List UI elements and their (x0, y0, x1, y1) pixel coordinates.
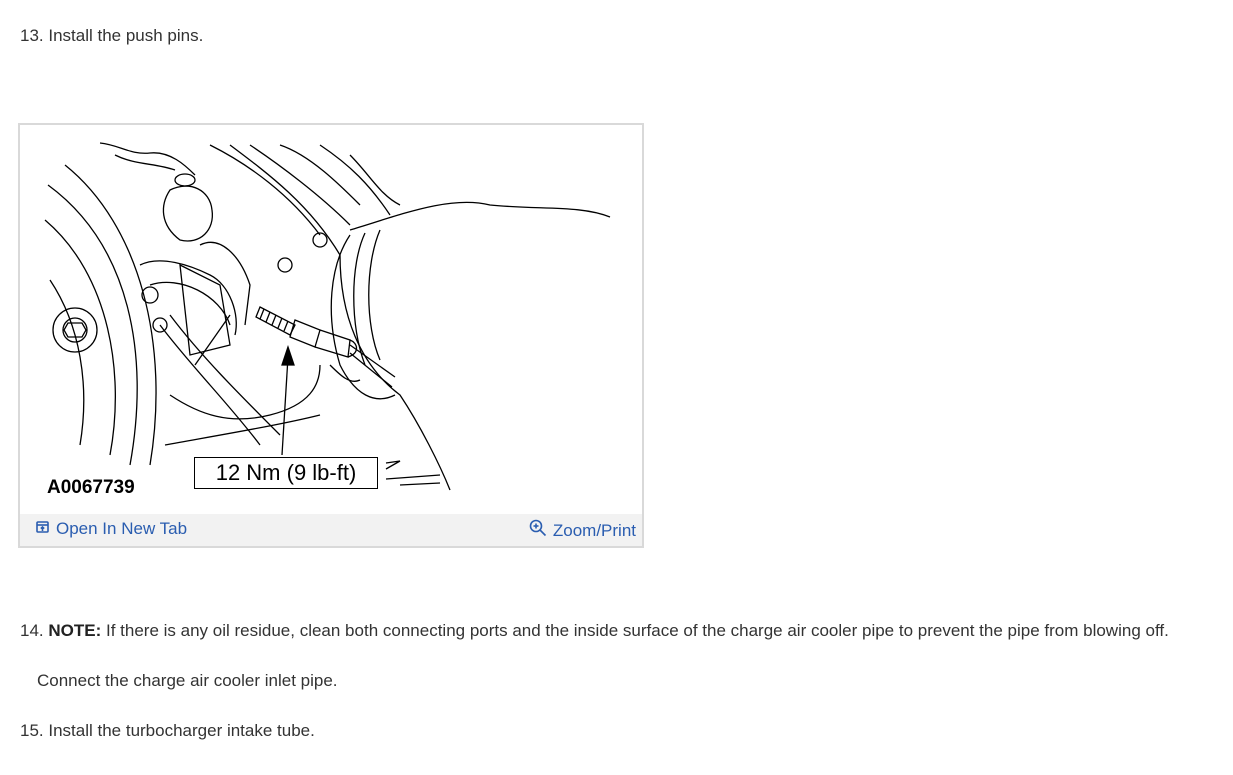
zoom-in-icon (529, 519, 547, 542)
open-in-new-tab-link[interactable] (36, 519, 187, 539)
note-label: NOTE: (48, 621, 102, 640)
step-14-number: 14. (20, 621, 44, 640)
step-14-action: Connect the charge air cooler inlet pipe. (37, 671, 338, 690)
open-in-new-tab-label: Open In New Tab (56, 519, 188, 538)
zoom-print-link[interactable] (529, 519, 636, 542)
step-14 (20, 620, 1169, 642)
step-15: 15. Install the turbocharger intake tube. (20, 721, 315, 740)
note-text: If there is any oil residue, clean both connecting ports and the inside surface of the charge air cooler pipe to prevent the pipe from blowing off. (101, 621, 1169, 640)
figure-panel (18, 123, 644, 548)
torque-callout: 12 Nm (9 lb-ft) (194, 457, 378, 489)
step-13: 13. Install the push pins. (20, 26, 204, 45)
figure-toolbar (20, 514, 642, 546)
figure-id: A0067739 (47, 477, 135, 498)
external-link-icon (36, 519, 50, 539)
engine-illustration (20, 125, 642, 512)
zoom-print-label: Zoom/Print (552, 520, 636, 540)
